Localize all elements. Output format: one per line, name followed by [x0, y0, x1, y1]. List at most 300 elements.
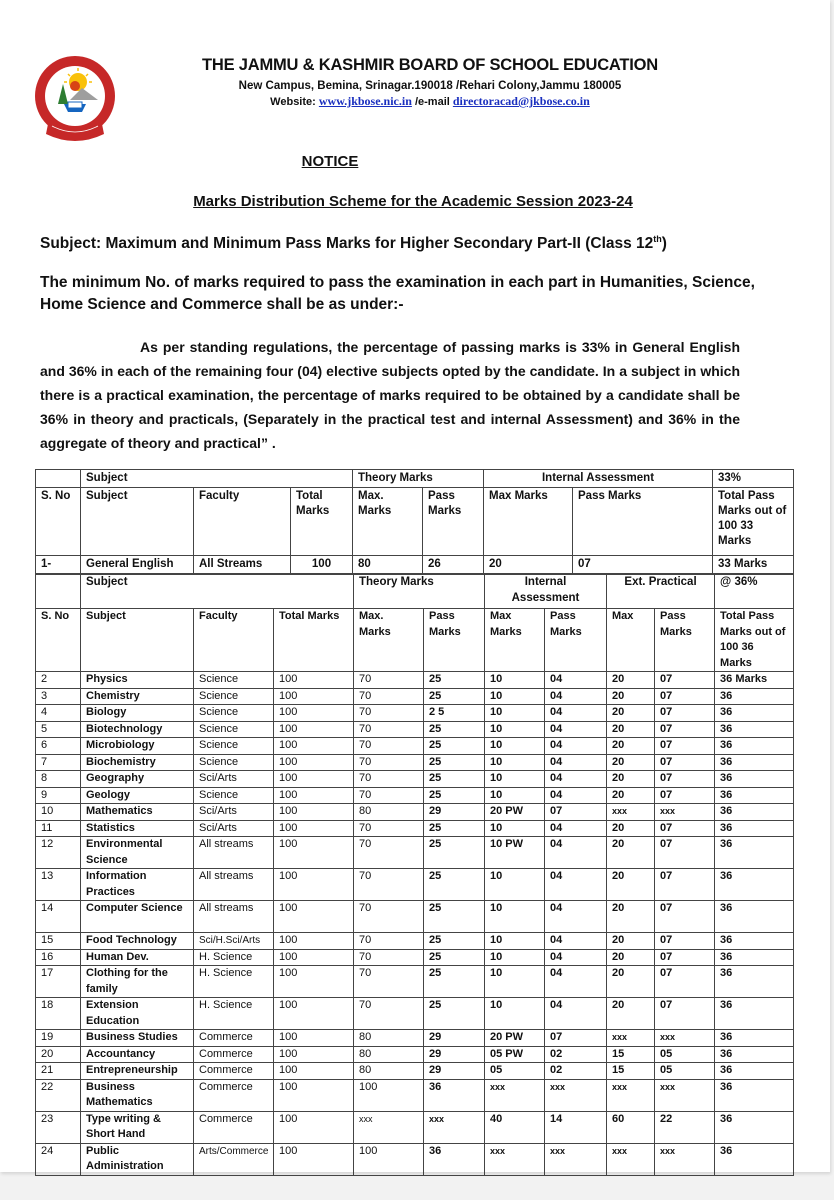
cell-theory-max: 70 [354, 949, 424, 966]
table-header-row [36, 488, 794, 556]
cell-faculty: Sci/Arts [194, 804, 274, 821]
cell-subject: Entrepreneurship [81, 1063, 194, 1080]
col-ia-pass: Pass Marks [573, 488, 713, 556]
cell-ia-max: 10 [485, 820, 545, 837]
cell-sno: 2 [36, 672, 81, 689]
cell-total-pass: 36 [715, 837, 794, 869]
cell-prac-max: 60 [607, 1111, 655, 1143]
cell-ia-pass: 04 [545, 966, 607, 998]
cell-ia-max: 20 PW [485, 804, 545, 821]
cell-prac-max: 20 [607, 738, 655, 755]
cell-subject: Human Dev. [81, 949, 194, 966]
cell-theory-max: 70 [354, 901, 424, 933]
cell-ia-pass: 04 [545, 688, 607, 705]
cell-total-pass: 36 [715, 787, 794, 804]
cell-theory-pass: 29 [424, 804, 485, 821]
cell-faculty: Commerce [194, 1079, 274, 1111]
cell-prac-pass: 07 [655, 754, 715, 771]
general-english-table [35, 469, 794, 574]
cell-theory-pass: 29 [424, 1063, 485, 1080]
cell-prac-pass: 05 [655, 1046, 715, 1063]
table-group-header [36, 575, 794, 609]
table-row [36, 820, 794, 837]
letterhead [130, 56, 730, 109]
cell-theory-pass: 25 [424, 901, 485, 933]
cell-sno: 17 [36, 966, 81, 998]
cell-total-pass: 36 [715, 1111, 794, 1143]
cell-prac-max: 15 [607, 1046, 655, 1063]
cell-theory-max: 70 [354, 966, 424, 998]
cell-sno: 11 [36, 820, 81, 837]
col-ia-max: Max Marks [485, 609, 545, 672]
cell-prac-max: 20 [607, 966, 655, 998]
cell-prac-pass: xxx [655, 1030, 715, 1047]
cell-subject: Business Mathematics [81, 1079, 194, 1111]
cell-total-pass: 36 [715, 721, 794, 738]
cell-ia-pass: xxx [545, 1079, 607, 1111]
cell-ia-max: 10 [485, 721, 545, 738]
cell-faculty: H. Science [194, 949, 274, 966]
cell-prac-pass: 07 [655, 787, 715, 804]
table-row [36, 1111, 794, 1143]
cell-prac-pass: 07 [655, 721, 715, 738]
cell-theory-max: 80 [354, 1046, 424, 1063]
cell-prac-max: 20 [607, 771, 655, 788]
cell-faculty: Science [194, 754, 274, 771]
cell-prac-max: 15 [607, 1063, 655, 1080]
cell-theory-pass: 25 [424, 998, 485, 1030]
cell-subject: Computer Science [81, 901, 194, 933]
cell-sno: 13 [36, 869, 81, 901]
cell-sno: 5 [36, 721, 81, 738]
cell-theory-max: 80 [354, 1030, 424, 1047]
cell-faculty: All streams [194, 901, 274, 933]
cell-total-marks: 100 [274, 1030, 354, 1047]
cell-total-marks: 100 [274, 688, 354, 705]
cell-subject: Geology [81, 787, 194, 804]
group-subject: Subject [81, 470, 353, 488]
cell-ia-max: xxx [485, 1143, 545, 1175]
cell-ia-pass: 04 [545, 721, 607, 738]
cell-subject: Information Practices [81, 869, 194, 901]
elective-subjects-table [35, 574, 794, 1176]
cell-theory-pass: 25 [424, 672, 485, 689]
table-row [36, 721, 794, 738]
cell-prac-max: 20 [607, 949, 655, 966]
cell-total-marks: 100 [274, 1111, 354, 1143]
cell-total-marks: 100 [274, 771, 354, 788]
cell-total-pass: 36 [715, 1030, 794, 1047]
cell-total-pass: 36 [715, 1046, 794, 1063]
cell-faculty: All streams [194, 869, 274, 901]
cell-faculty: Sci/Arts [194, 771, 274, 788]
col-total-marks: Total Marks [291, 488, 353, 556]
group-internal: Internal Assessment [484, 470, 713, 488]
cell-prac-max: 20 [607, 705, 655, 722]
cell-prac-pass: xxx [655, 1079, 715, 1111]
cell-prac-pass: 07 [655, 688, 715, 705]
cell-total-marks: 100 [274, 754, 354, 771]
cell-theory-max: xxx [354, 1111, 424, 1143]
cell-ia-max: 10 PW [485, 837, 545, 869]
cell-prac-max: 20 [607, 672, 655, 689]
cell-total-pass: 36 [715, 966, 794, 998]
table-body [36, 672, 794, 1176]
cell-prac-pass: 07 [655, 705, 715, 722]
cell-subject: Public Administration [81, 1143, 194, 1175]
email-link[interactable]: directoracad@jkbose.co.in [452, 94, 590, 108]
cell-prac-max: 20 [607, 754, 655, 771]
table-row [36, 1143, 794, 1175]
col-theory-pass: Pass Marks [424, 609, 485, 672]
cell-total-pass: 36 [715, 804, 794, 821]
cell-total-marks: 100 [274, 721, 354, 738]
cell-sno: 10 [36, 804, 81, 821]
cell-ia-max: 10 [485, 672, 545, 689]
cell-prac-max: 20 [607, 933, 655, 950]
cell-prac-max: xxx [607, 1079, 655, 1111]
cell-ia-max: 10 [485, 771, 545, 788]
cell-prac-pass: 07 [655, 837, 715, 869]
cell-total-marks: 100 [274, 901, 354, 933]
scheme-heading: Marks Distribution Scheme for the Academic Session 2023-24 [193, 193, 633, 210]
group-subject: Subject [81, 575, 354, 609]
cell-sno: 7 [36, 754, 81, 771]
cell-theory-max: 70 [354, 837, 424, 869]
cell-subject: Chemistry [81, 688, 194, 705]
cell-prac-pass: 07 [655, 869, 715, 901]
table-row [36, 1030, 794, 1047]
cell-faculty: Science [194, 738, 274, 755]
cell-sno: 3 [36, 688, 81, 705]
cell-prac-pass: 07 [655, 901, 715, 933]
cell-theory-pass: 2 5 [424, 705, 485, 722]
cell-sno: 21 [36, 1063, 81, 1080]
col-theory-max: Max. Marks [354, 609, 424, 672]
cell-total-marks: 100 [274, 820, 354, 837]
cell-faculty: All streams [194, 837, 274, 869]
cell-prac-max: xxx [607, 1143, 655, 1175]
cell-theory-max: 80 [354, 804, 424, 821]
cell-faculty: Commerce [194, 1111, 274, 1143]
subject-sup: th [653, 234, 662, 244]
website-label: Website: [270, 96, 319, 108]
group-theory: Theory Marks [353, 470, 484, 488]
subject-text: Subject: Maximum and Minimum Pass Marks for Higher Secondary Part-II (Class 12 [40, 235, 654, 253]
cell-ia-max: 10 [485, 901, 545, 933]
cell-theory-max: 70 [354, 672, 424, 689]
col-subject: Subject [81, 488, 194, 556]
cell-ia-max: 10 [485, 949, 545, 966]
cell-ia-pass: 04 [545, 837, 607, 869]
cell-subject: Geography [81, 771, 194, 788]
cell-ia-pass: 04 [545, 754, 607, 771]
cell-total-pass: 36 [715, 1063, 794, 1080]
table-row: 1- General English All Streams 100 80 26 20 07 33 Marks [36, 556, 794, 574]
cell-total-marks: 100 [274, 998, 354, 1030]
cell-theory-pass: 25 [424, 933, 485, 950]
cell-total-pass: 36 [715, 754, 794, 771]
cell-total-marks: 100 [274, 933, 354, 950]
cell-total-pass: 36 [715, 998, 794, 1030]
cell-prac-max: 20 [607, 837, 655, 869]
cell-ia-max: 05 [485, 1063, 545, 1080]
cell-prac-pass: 07 [655, 998, 715, 1030]
cell-ia-pass: 04 [545, 787, 607, 804]
jkbose-logo-icon [30, 52, 120, 152]
cell-ia-pass: 04 [545, 771, 607, 788]
cell-prac-max: 20 [607, 820, 655, 837]
org-title: THE JAMMU & KASHMIR BOARD OF SCHOOL EDUCATION [201, 56, 659, 74]
cell-theory-pass: 36 [424, 1143, 485, 1175]
cell-prac-pass: 07 [655, 738, 715, 755]
cell-ia-max: 10 [485, 754, 545, 771]
cell-total-pass: 36 [715, 820, 794, 837]
cell-ia-max: 10 [485, 998, 545, 1030]
cell-ia-max: 05 PW [485, 1046, 545, 1063]
cell-theory-max: 70 [354, 820, 424, 837]
cell-theory-max: 100 [354, 1079, 424, 1111]
cell-ia-pass: 04 [545, 949, 607, 966]
cell-faculty: Commerce [194, 1063, 274, 1080]
col-ia-pass: Pass Marks [545, 609, 607, 672]
cell-prac-max: 20 [607, 721, 655, 738]
col-total-pass: Total Pass Marks out of 100 33 Marks [713, 488, 794, 556]
group-internal: Internal Assessment [485, 575, 607, 609]
cell-ia-pass: xxx [545, 1143, 607, 1175]
cell-faculty: Commerce [194, 1046, 274, 1063]
table-row [36, 754, 794, 771]
cell-faculty: Sci/H.Sci/Arts [194, 933, 274, 950]
table-row [36, 787, 794, 804]
col-sno: S. No [36, 609, 81, 672]
cell-prac-pass: 07 [655, 966, 715, 998]
group-pct: @ 36% [715, 575, 794, 609]
cell-total-marks: 100 [274, 966, 354, 998]
cell-subject: Mathematics [81, 804, 194, 821]
cell-subject: Extension Education [81, 998, 194, 1030]
cell-total-pass: 36 [715, 1143, 794, 1175]
cell-ia-max: 10 [485, 787, 545, 804]
cell-total-marks: 100 [274, 1063, 354, 1080]
cell-theory-max: 70 [354, 869, 424, 901]
table-row [36, 901, 794, 933]
table-row [36, 804, 794, 821]
table-group-header [36, 470, 794, 488]
cell-prac-max: 20 [607, 869, 655, 901]
regulation-text: As per standing regulations, the percentage of passing marks is 33% in General English and 36% in each of the remaining four (04) elective subjects opted by the candidate. In a subject in which there is a practical examination, the percentage of marks required to be obtained by a candidate shall be 36% in theory and practicals, (Separately in the practical test and internal Assessment) and 36% in the aggregate of theory and practical” . [40, 339, 740, 451]
cell-total-marks: 100 [274, 1046, 354, 1063]
cell-faculty: Commerce [194, 1030, 274, 1047]
cell-prac-pass: 07 [655, 672, 715, 689]
cell-prac-max: 20 [607, 901, 655, 933]
cell-ia-pass: 07 [545, 804, 607, 821]
cell-theory-max: 70 [354, 754, 424, 771]
table-row [36, 1079, 794, 1111]
cell-prac-pass: 07 [655, 820, 715, 837]
regulation-paragraph [40, 335, 740, 455]
cell-theory-pass: 25 [424, 966, 485, 998]
cell-subject: Environmental Science [81, 837, 194, 869]
cell-subject: Business Studies [81, 1030, 194, 1047]
cell-prac-pass: xxx [655, 804, 715, 821]
cell-total-pass: 36 [715, 1079, 794, 1111]
cell-theory-pass: 25 [424, 837, 485, 869]
group-practical: Ext. Practical [607, 575, 715, 609]
col-subject: Subject [81, 609, 194, 672]
table-row [36, 705, 794, 722]
col-prac-pass: Pass Marks [655, 609, 715, 672]
cell-ia-pass: 04 [545, 738, 607, 755]
cell-prac-pass: xxx [655, 1143, 715, 1175]
cell-ia-max: 10 [485, 869, 545, 901]
cell-theory-pass: xxx [424, 1111, 485, 1143]
cell-subject: Statistics [81, 820, 194, 837]
cell-sno: 6 [36, 738, 81, 755]
cell-theory-pass: 25 [424, 688, 485, 705]
table-row [36, 933, 794, 950]
table-row [36, 949, 794, 966]
cell-total-pass: 36 [715, 933, 794, 950]
cell-subject: Clothing for the family [81, 966, 194, 998]
website-link[interactable]: www.jkbose.nic.in [318, 94, 412, 108]
cell-ia-max: 10 [485, 933, 545, 950]
cell-sno: 19 [36, 1030, 81, 1047]
cell-prac-max: xxx [607, 804, 655, 821]
cell-ia-pass: 04 [545, 869, 607, 901]
cell-total-pass: 36 Marks [715, 672, 794, 689]
cell-total-pass: 36 [715, 949, 794, 966]
col-theory-pass: Pass Marks [423, 488, 484, 556]
col-total-pass: Total Pass Marks out of 100 36 Marks [715, 609, 794, 672]
cell-sno: 16 [36, 949, 81, 966]
cell-ia-max: 20 PW [485, 1030, 545, 1047]
cell-total-pass: 36 [715, 869, 794, 901]
cell-theory-pass: 25 [424, 721, 485, 738]
cell-prac-max: xxx [607, 1030, 655, 1047]
cell-faculty: H. Science [194, 966, 274, 998]
cell-total-marks: 100 [274, 787, 354, 804]
cell-faculty: Sci/Arts [194, 820, 274, 837]
cell-sno: 4 [36, 705, 81, 722]
cell-sno: 23 [36, 1111, 81, 1143]
cell-theory-pass: 29 [424, 1030, 485, 1047]
col-faculty: Faculty [194, 488, 291, 556]
cell-total-marks: 100 [274, 869, 354, 901]
cell-total-pass: 36 [715, 901, 794, 933]
cell-subject: Biochemistry [81, 754, 194, 771]
cell-sno: 18 [36, 998, 81, 1030]
cell-total-marks: 100 [274, 1079, 354, 1111]
cell-theory-max: 70 [354, 998, 424, 1030]
table-row [36, 998, 794, 1030]
cell-subject: Biology [81, 705, 194, 722]
cell-prac-max: 20 [607, 787, 655, 804]
cell-sno: 9 [36, 787, 81, 804]
cell-ia-max: 10 [485, 688, 545, 705]
cell-total-marks: 100 [274, 705, 354, 722]
cell-theory-pass: 25 [424, 754, 485, 771]
cell-sno: 20 [36, 1046, 81, 1063]
cell-faculty: Science [194, 688, 274, 705]
cell-faculty: H. Science [194, 998, 274, 1030]
cell-subject: Microbiology [81, 738, 194, 755]
cell-total-pass: 36 [715, 771, 794, 788]
cell-sno: 8 [36, 771, 81, 788]
table-row [36, 966, 794, 998]
cell-ia-max: 10 [485, 966, 545, 998]
cell-total-pass: 36 [715, 705, 794, 722]
cell-sno: 24 [36, 1143, 81, 1175]
cell-ia-max: xxx [485, 1079, 545, 1111]
cell-ia-max: 40 [485, 1111, 545, 1143]
cell-subject: Accountancy [81, 1046, 194, 1063]
cell-theory-pass: 25 [424, 771, 485, 788]
cell-prac-pass: 07 [655, 933, 715, 950]
cell-total-marks: 100 [274, 949, 354, 966]
cell-ia-pass: 02 [545, 1046, 607, 1063]
cell-theory-max: 70 [354, 771, 424, 788]
table-row [36, 738, 794, 755]
cell-theory-pass: 25 [424, 949, 485, 966]
cell-faculty: Science [194, 721, 274, 738]
org-address: New Campus, Bemina, Srinagar.190018 /Rehari Colony,Jammu 180005 [238, 80, 622, 92]
cell-prac-pass: 05 [655, 1063, 715, 1080]
contact-line [130, 94, 730, 109]
cell-ia-pass: 04 [545, 901, 607, 933]
cell-total-pass: 36 [715, 688, 794, 705]
cell-faculty: Science [194, 787, 274, 804]
table-header-row [36, 609, 794, 672]
cell-ia-pass: 04 [545, 998, 607, 1030]
cell-prac-pass: 07 [655, 771, 715, 788]
table-row [36, 837, 794, 869]
cell-ia-pass: 04 [545, 933, 607, 950]
cell-subject: Type writing & Short Hand [81, 1111, 194, 1143]
group-theory: Theory Marks [354, 575, 485, 609]
cell-prac-max: 20 [607, 998, 655, 1030]
table-row [36, 869, 794, 901]
cell-theory-pass: 25 [424, 787, 485, 804]
cell-total-marks: 100 [274, 672, 354, 689]
cell-prac-pass: 07 [655, 949, 715, 966]
cell-faculty: Science [194, 705, 274, 722]
cell-theory-max: 80 [354, 1063, 424, 1080]
cell-theory-pass: 25 [424, 820, 485, 837]
cell-total-marks: 100 [274, 738, 354, 755]
cell-total-pass: 36 [715, 738, 794, 755]
table-row [36, 771, 794, 788]
cell-theory-max: 100 [354, 1143, 424, 1175]
cell-total-marks: 100 [274, 1143, 354, 1175]
cell-theory-max: 70 [354, 705, 424, 722]
col-theory-max: Max. Marks [353, 488, 423, 556]
group-pct: 33% [713, 470, 794, 488]
cell-sno: 12 [36, 837, 81, 869]
cell-total-marks: 100 [274, 837, 354, 869]
subject-line [40, 234, 667, 253]
cell-ia-pass: 04 [545, 672, 607, 689]
cell-subject: Biotechnology [81, 721, 194, 738]
col-total-marks: Total Marks [274, 609, 354, 672]
cell-theory-pass: 29 [424, 1046, 485, 1063]
cell-subject: Physics [81, 672, 194, 689]
col-prac-max: Max [607, 609, 655, 672]
cell-theory-max: 70 [354, 688, 424, 705]
cell-theory-max: 70 [354, 787, 424, 804]
cell-ia-pass: 02 [545, 1063, 607, 1080]
cell-theory-max: 70 [354, 721, 424, 738]
